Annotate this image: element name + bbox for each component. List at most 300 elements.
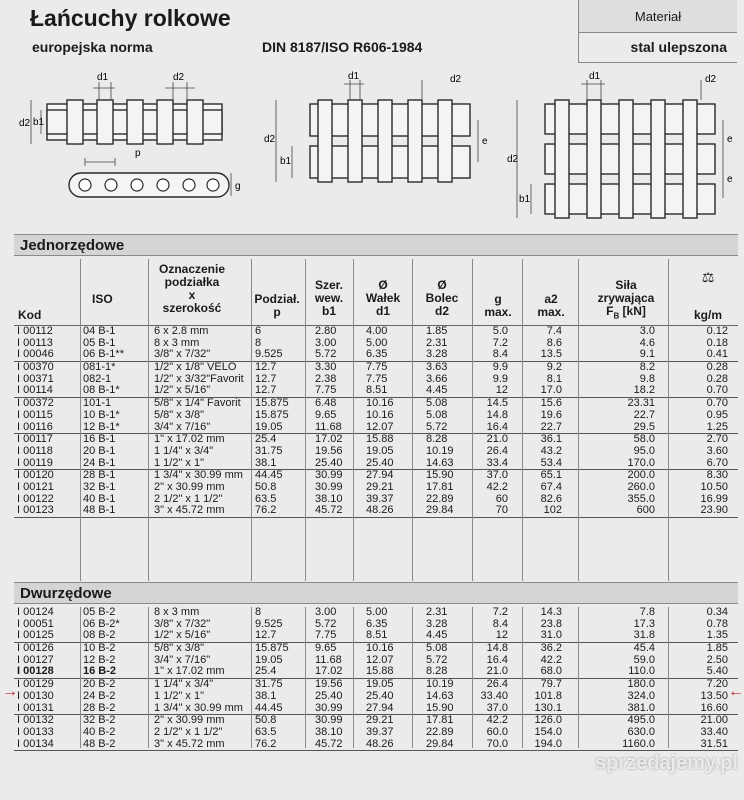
cell-kg: 0.70 [706,384,728,397]
cell-kg: 5.40 [706,665,728,678]
col-d1: Ø Wałek d1 [365,278,401,318]
cell-kg: 6.70 [706,456,728,469]
cell-d2: 10.19 [426,678,454,691]
cell-size: 1/2" x 5/16" [154,629,211,642]
cell-g: 26.4 [486,678,508,691]
cell-iso: 24 B-1 [83,456,116,469]
cell-p: 8 [255,606,262,618]
cell-d1: 27.94 [366,469,394,482]
cell-a2: 53.4 [540,456,562,469]
cell-b1: 11.68 [315,653,342,666]
cell-a2: 22.7 [540,420,562,433]
col-d2: Ø Bolec d2 [425,278,459,318]
cell-fb: 630.0 [627,725,655,738]
cell-iso: 24 B-2 [83,689,116,702]
cell-size: 1 1/2" x 1" [154,456,205,469]
cell-kod: I 00370 [17,361,54,374]
material-box [578,0,737,63]
cell-kg: 0.34 [706,606,728,618]
column-divider [578,607,579,748]
diagram-single-chain [15,70,250,210]
cell-a2: 154.0 [534,725,562,738]
column-divider [148,259,149,581]
cell-fb: 59.0 [633,653,655,666]
scale-icon: ⚖ [701,269,715,285]
cell-p: 15.875 [255,408,289,421]
diagram-double-chain [260,70,500,200]
cell-d2: 5.08 [426,642,448,655]
cell-fb: 200.0 [627,469,655,482]
cell-kg: 33.40 [700,725,728,738]
dim-d1: d1 [97,72,109,83]
dim-d1: d1 [589,71,601,82]
dim-d2-side: d2 [507,154,519,165]
cell-p: 12.7 [255,361,277,374]
cell-kg: 0.70 [706,397,728,410]
cell-p: 31.75 [255,444,283,457]
cell-kod: I 00134 [17,737,54,750]
dim-b1: b1 [519,194,531,205]
cell-g: 42.2 [486,714,508,727]
cell-size: 2 1/2" x 1 1/2" [154,725,223,738]
cell-d1: 12.07 [366,653,394,666]
cell-kod: I 00130 [17,689,54,702]
cell-d2: 8.28 [426,665,448,678]
dim-d2: d2 [450,74,462,85]
cell-a2: 15.6 [540,397,562,410]
cell-d2: 5.72 [426,653,448,666]
cell-kg: 0.41 [706,348,728,361]
cell-size: 1 3/4" x 30.99 mm [154,701,243,714]
cell-g: 33.40 [480,689,508,702]
cell-b1: 30.99 [315,480,343,493]
cell-kg: 31.51 [700,737,728,750]
cell-kod: I 00118 [17,444,53,457]
cell-iso: 16 B-2 [83,665,117,678]
cell-iso: 48 B-1 [83,504,116,517]
cell-b1: 45.72 [315,504,343,517]
cell-size: 8 x 3 mm [154,336,200,349]
column-divider [80,607,81,748]
cell-p: 38.1 [255,456,277,469]
cell-d2: 14.63 [426,456,454,469]
cell-d2: 5.72 [426,420,448,433]
cell-iso: 12 B-2 [83,653,116,666]
col-a2: a2 max. [537,292,565,319]
norm-label: DIN 8187/ISO R606-1984 [262,39,423,55]
cell-iso: 05 B-1 [83,336,116,349]
cell-kod: I 00133 [17,725,54,738]
cell-g: 37.0 [486,701,508,714]
cell-p: 76.2 [255,504,277,517]
cell-g: 21.0 [486,433,508,446]
cell-iso: 12 B-1* [83,420,120,433]
cell-kg: 16.99 [700,492,728,505]
cell-b1: 25.40 [315,456,343,469]
cell-size: 1/2" x 3/32"Favorit [154,372,244,385]
cell-kg: 23.90 [700,504,728,517]
table-row [14,410,738,422]
cell-a2: 42.2 [540,653,562,666]
cell-p: 44.45 [255,469,283,482]
cell-d2: 15.90 [426,469,454,482]
column-divider [668,607,669,748]
cell-fb: 170.0 [627,456,655,469]
cell-kg: 0.12 [706,325,728,337]
cell-a2: 194.0 [534,737,562,750]
cell-a2: 102 [543,504,562,517]
page-title: Łańcuchy rolkowe [30,5,231,31]
cell-b1: 30.99 [315,701,343,714]
cell-p: 15.875 [255,397,289,410]
cell-iso: 20 B-2 [83,678,116,691]
cell-g: 14.8 [486,642,508,655]
col-fb: Siła zrywająca $F_B$ [kN] [597,278,655,321]
row-marker-right-icon: ← [728,683,744,700]
cell-fb: 29.5 [633,420,655,433]
cell-fb: 495.0 [627,714,655,727]
cell-kg: 10.50 [700,480,728,493]
col-oznaczenie: Oznaczenie podziałka x szerokość [158,262,226,315]
cell-fb: 23.31 [627,397,655,410]
cell-kod: I 00051 [17,617,54,630]
cell-size: 1 3/4" x 30.99 mm [154,469,243,482]
cell-b1: 5.72 [315,348,337,361]
cell-kg: 2.70 [706,433,728,446]
cell-b1: 7.75 [315,384,337,397]
cell-d2: 14.63 [426,689,454,702]
dim-p: p [135,148,141,159]
cell-a2: 7.4 [546,325,562,337]
cell-size: 5/8" x 3/8" [154,408,205,421]
cell-fb: 260.0 [627,480,655,493]
cell-iso: 082-1 [83,372,112,385]
cell-p: 19.05 [255,653,283,666]
cell-g: 26.4 [486,444,508,457]
cell-size: 1" x 17.02 mm [154,433,225,446]
table-row [14,691,738,703]
dim-d2-side: d2 [264,134,276,145]
cell-d2: 4.45 [426,384,448,397]
cell-size: 3/4" x 7/16" [154,653,211,666]
column-divider [412,607,413,748]
cell-p: 9.525 [255,348,283,361]
cell-fb: 3.0 [639,325,655,337]
cell-b1: 5.72 [315,617,337,630]
cell-d2: 17.81 [426,714,454,727]
cell-a2: 13.5 [540,348,562,361]
table-row [14,482,738,494]
dim-b1: b1 [33,117,45,128]
cell-kg: 1.35 [706,629,728,642]
cell-a2: 82.6 [540,492,562,505]
cell-kod: I 00128 [17,665,54,678]
cell-iso: 32 B-1 [83,480,116,493]
cell-d2: 5.08 [426,397,448,410]
cell-kg: 0.18 [706,336,728,349]
table-row [14,607,738,619]
cell-kg: 21.00 [700,714,728,727]
cell-b1: 38.10 [315,725,343,738]
cell-d2: 2.31 [426,336,448,349]
cell-size: 5/8" x 3/8" [154,642,205,655]
dim-d2: d2 [173,72,185,83]
cell-kod: I 00124 [17,606,54,618]
cell-iso: 16 B-1 [83,433,116,446]
cell-iso: 06 B-2* [83,617,120,630]
cell-p: 19.05 [255,420,283,433]
cell-d1: 29.21 [366,480,394,493]
cell-fb: 45.4 [633,642,655,655]
table-row [14,446,738,458]
cell-size: 6 x 2.8 mm [154,325,209,337]
column-divider [251,259,252,581]
cell-kod: I 00132 [17,714,54,727]
cell-g: 42.2 [486,480,508,493]
col-iso: ISO [92,292,113,306]
cell-kod: I 00123 [17,504,54,517]
cell-b1: 30.99 [315,469,343,482]
cell-size: 3/8" x 7/32" [154,617,211,630]
table-double-row [14,607,738,751]
cell-iso: 40 B-2 [83,725,116,738]
cell-p: 76.2 [255,737,277,750]
cell-kod: I 00125 [17,629,54,642]
cell-p: 12.7 [255,629,277,642]
cell-b1: 3.30 [315,361,337,374]
cell-d1: 5.00 [366,606,388,618]
cell-kod: I 00117 [17,433,53,446]
cell-kod: I 00115 [17,408,53,421]
cell-a2: 9.2 [546,361,562,374]
cell-kod: I 00126 [17,642,54,655]
cell-fb: 600 [636,504,655,517]
cell-iso: 40 B-1 [83,492,116,505]
cell-g: 70 [495,504,508,517]
cell-iso: 08 B-2 [83,629,116,642]
cell-d1: 19.05 [366,444,394,457]
cell-kod: I 00112 [17,325,53,337]
cell-fb: 355.0 [627,492,655,505]
cell-kg: 7.20 [706,678,728,691]
cell-kg: 3.60 [706,444,728,457]
cell-d2: 1.85 [426,325,448,337]
column-divider [251,607,252,748]
cell-fb: 381.0 [627,701,655,714]
column-divider [522,259,523,581]
cell-iso: 101-1 [83,397,112,410]
cell-size: 3" x 45.72 mm [154,504,225,517]
cell-size: 1" x 17.02 mm [154,665,225,678]
cell-kod: I 00046 [17,348,54,361]
cell-b1: 17.02 [315,665,343,678]
dim-d2-side: d2 [19,118,31,129]
cell-kg: 0.78 [706,617,728,630]
cell-d2: 17.81 [426,480,454,493]
cell-iso: 10 B-1* [83,408,120,421]
cell-iso: 04 B-1 [83,325,116,337]
cell-p: 6 [255,325,262,337]
cell-d1: 10.16 [366,397,394,410]
cell-a2: 8.6 [546,336,562,349]
cell-a2: 17.0 [540,384,562,397]
cell-a2: 68.0 [540,665,562,678]
material-label: Materiał [579,0,737,33]
cell-b1: 2.80 [315,325,337,337]
cell-fb: 8.2 [639,361,655,374]
cell-fb: 4.6 [639,336,655,349]
table-row [14,362,738,374]
cell-kod: I 00131 [17,701,54,714]
cell-size: 3/8" x 7/32" [154,348,211,361]
cell-g: 9.9 [492,361,508,374]
cell-size: 2 1/2" x 1 1/2" [154,492,223,505]
cell-d1: 27.94 [366,701,394,714]
cell-iso: 48 B-2 [83,737,116,750]
cell-iso: 05 B-2 [83,606,116,618]
cell-iso: 28 B-2 [83,701,116,714]
cell-fb: 17.3 [633,617,655,630]
cell-size: 1 1/4" x 3/4" [154,678,214,691]
cell-d1: 39.37 [366,492,394,505]
cell-p: 63.5 [255,492,277,505]
cell-size: 1/2" x 1/8" VELO [154,361,237,374]
column-header-row [14,259,738,326]
cell-g: 70.0 [486,737,508,750]
cell-b1: 3.00 [315,606,337,618]
dim-d1: d1 [348,71,360,82]
cell-a2: 31.0 [540,629,562,642]
cell-kod: I 00127 [17,653,54,666]
cell-size: 1 1/4" x 3/4" [154,444,214,457]
cell-b1: 45.72 [315,737,343,750]
cell-d1: 8.51 [366,629,388,642]
cell-kg: 13.50 [700,689,728,702]
diagram-triple-chain [505,70,740,230]
cell-d2: 3.66 [426,372,448,385]
cell-a2: 79.7 [540,678,562,691]
cell-g: 60.0 [486,725,508,738]
column-divider [578,259,579,581]
dim-d2: d2 [705,74,717,85]
cell-size: 5/8" x 1/4" Favorit [154,397,241,410]
cell-b1: 19.56 [315,678,343,691]
cell-kod: I 00116 [17,420,53,433]
cell-b1: 6.48 [315,397,337,410]
row-marker-left-icon: → [2,683,18,700]
column-divider [353,259,354,581]
cell-kg: 1.85 [706,642,728,655]
cell-iso: 081-1* [83,361,116,374]
dim-e-2: e [727,174,733,185]
cell-d2: 22.89 [426,492,454,505]
cell-fb: 110.0 [628,665,655,678]
cell-g: 8.4 [492,348,508,361]
cell-d1: 8.51 [366,384,388,397]
cell-d1: 6.35 [366,348,388,361]
subtitle: europejska norma [32,39,153,55]
cell-size: 3" x 45.72 mm [154,737,225,750]
cell-d2: 5.08 [426,408,448,421]
cell-d2: 3.28 [426,348,448,361]
cell-d2: 8.28 [426,433,448,446]
cell-fb: 22.7 [633,408,655,421]
cell-kg: 0.95 [706,408,728,421]
cell-size: 3/4" x 7/16" [154,420,211,433]
cell-kod: I 00120 [17,469,54,482]
cell-p: 50.8 [255,480,277,493]
cell-fb: 58.0 [633,433,655,446]
cell-d1: 7.75 [366,372,388,385]
cell-iso: 10 B-2 [83,642,116,655]
cell-d1: 5.00 [366,336,388,349]
cell-d2: 4.45 [426,629,448,642]
cell-d2: 22.89 [426,725,454,738]
col-b1: Szer. wew. b1 [314,278,344,318]
cell-fb: 324.0 [627,689,655,702]
cell-a2: 14.3 [540,606,562,618]
cell-a2: 67.4 [540,480,562,493]
cell-p: 9.525 [255,617,283,630]
cell-d1: 7.75 [366,361,388,374]
cell-kod: I 00121 [17,480,54,493]
cell-d1: 39.37 [366,725,394,738]
cell-g: 37.0 [486,469,508,482]
cell-size: 8 x 3 mm [154,606,200,618]
cell-b1: 11.68 [315,420,342,433]
column-divider [305,607,306,748]
cell-size: 2" x 30.99 mm [154,714,225,727]
cell-fb: 9.1 [639,348,655,361]
cell-kg: 2.50 [706,653,728,666]
cell-d1: 48.26 [366,737,394,750]
cell-b1: 30.99 [315,714,343,727]
cell-d2: 29.84 [426,737,454,750]
cell-g: 33.4 [486,456,508,469]
col-p: Podział. p [254,292,300,319]
cell-size: 1 1/2" x 1" [154,689,205,702]
cell-d1: 19.05 [366,678,394,691]
column-divider [305,259,306,581]
cell-d1: 29.21 [366,714,394,727]
cell-iso: 06 B-1** [83,348,124,361]
dim-b1: b1 [280,156,292,167]
table-single-row [14,326,738,518]
cell-p: 38.1 [255,689,277,702]
dim-g: g [235,181,241,192]
col-kg: ⚖ kg/m [686,269,730,322]
table-row [14,643,738,655]
cell-b1: 17.02 [315,433,343,446]
cell-fb: 18.2 [633,384,655,397]
cell-g: 9.9 [492,372,508,385]
cell-b1: 2.38 [315,372,337,385]
cell-g: 14.5 [486,397,508,410]
cell-b1: 9.65 [315,408,337,421]
cell-kg: 8.30 [706,469,728,482]
cell-fb: 7.8 [639,606,655,618]
cell-g: 16.4 [486,420,508,433]
cell-p: 8 [255,336,262,349]
cell-g: 12 [495,629,508,642]
cell-kod: I 00119 [17,456,53,469]
section-title-double: Dwurzędowe [14,582,738,604]
cell-kg: 0.28 [706,361,728,374]
dim-e: e [727,134,733,145]
cell-p: 31.75 [255,678,283,691]
cell-d2: 15.90 [426,701,454,714]
cell-p: 50.8 [255,714,277,727]
